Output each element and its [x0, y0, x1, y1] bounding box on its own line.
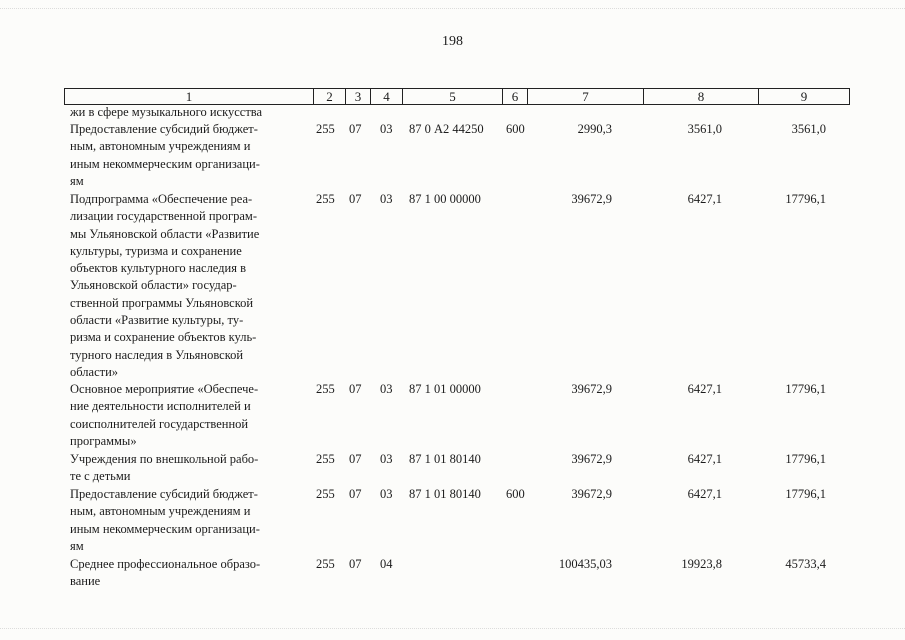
- row-code-admin: 255: [316, 557, 335, 571]
- header-col-2: 2: [314, 88, 346, 105]
- row-name: Подпрограмма «Обеспечение реа- лизации государственной програм- мы Ульяновской области «Развитие культуры, туризма и сохранение объектов культурного наследия в Ульяновской области» государ- ственной программы Ульяновской области «Развитие культуры, ту- ризма и сохранение объектов куль- турного наследия в Ульяновской области»: [70, 192, 260, 379]
- row-code-subsection: 03: [380, 487, 393, 501]
- row-amount-col8: 6427,1: [687, 382, 722, 396]
- header-col-4: 4: [371, 88, 403, 105]
- row-amount-col9: 17796,1: [785, 452, 826, 466]
- row-amount-col9: 3561,0: [791, 122, 826, 136]
- row-code-admin: 255: [316, 487, 335, 501]
- row-code-target: 87 0 А2 44250: [409, 122, 484, 136]
- row-code-subsection: 04: [380, 557, 393, 571]
- scan-artifact-top: [0, 8, 905, 13]
- row-code-target: 87 1 00 00000: [409, 192, 481, 206]
- row-code-subsection: 03: [380, 192, 393, 206]
- row-amount-col7: 39672,9: [571, 452, 612, 466]
- row-name: Предоставление субсидий бюджет- ным, автономным учреждениям и иным некоммерческим организаци- ям: [70, 122, 260, 188]
- header-col-3: 3: [346, 88, 371, 105]
- row-amount-col9: 45733,4: [785, 557, 826, 571]
- row-amount-col8: 19923,8: [681, 557, 722, 571]
- row-amount-col7: 39672,9: [571, 192, 612, 206]
- row-code-admin: 255: [316, 452, 335, 466]
- header-col-1: 1: [64, 88, 314, 105]
- header-col-9: 9: [759, 88, 850, 105]
- row-code-admin: 255: [316, 192, 335, 206]
- row-code-subsection: 03: [380, 122, 393, 136]
- row-amount-col8: 6427,1: [687, 192, 722, 206]
- scan-artifact-bottom: [0, 628, 905, 633]
- row-code-subsection: 03: [380, 452, 393, 466]
- row-code-target: 87 1 01 80140: [409, 487, 481, 501]
- row-code-section: 07: [349, 452, 362, 466]
- row-code-admin: 255: [316, 382, 335, 396]
- row-code-admin: 255: [316, 122, 335, 136]
- row-code-target: 87 1 01 80140: [409, 452, 481, 466]
- row-amount-col8: 6427,1: [687, 487, 722, 501]
- header-col-6: 6: [503, 88, 528, 105]
- row-amount-col7: 2990,3: [577, 122, 612, 136]
- row-name: жи в сфере музыкального искусства: [70, 105, 263, 119]
- row-code-section: 07: [349, 557, 362, 571]
- row-code-expense-type: 600: [506, 487, 525, 501]
- row-amount-col8: 3561,0: [687, 122, 722, 136]
- row-code-section: 07: [349, 122, 362, 136]
- row-code-expense-type: 600: [506, 122, 525, 136]
- row-amount-col7: 100435,03: [558, 557, 612, 571]
- row-code-section: 07: [349, 487, 362, 501]
- row-code-section: 07: [349, 192, 362, 206]
- row-amount-col7: 39672,9: [571, 382, 612, 396]
- row-name: Учреждения по внешкольной рабо- те с детьми: [70, 452, 259, 484]
- row-amount-col9: 17796,1: [785, 192, 826, 206]
- page-number: 198: [442, 34, 463, 49]
- header-col-7: 7: [528, 88, 644, 105]
- row-code-section: 07: [349, 382, 362, 396]
- row-name: Основное мероприятие «Обеспече- ние деятельности исполнителей и соисполнителей государственной программы»: [70, 382, 259, 448]
- row-name: Среднее профессиональное образо- вание: [70, 557, 261, 589]
- row-amount-col9: 17796,1: [785, 487, 826, 501]
- row-name: Предоставление субсидий бюджет- ным, автономным учреждениям и иным некоммерческим организаци- ям: [70, 487, 260, 553]
- row-amount-col7: 39672,9: [571, 487, 612, 501]
- row-amount-col9: 17796,1: [785, 382, 826, 396]
- header-col-8: 8: [644, 88, 759, 105]
- row-code-subsection: 03: [380, 382, 393, 396]
- header-col-5: 5: [403, 88, 503, 105]
- row-code-target: 87 1 01 00000: [409, 382, 481, 396]
- row-amount-col8: 6427,1: [687, 452, 722, 466]
